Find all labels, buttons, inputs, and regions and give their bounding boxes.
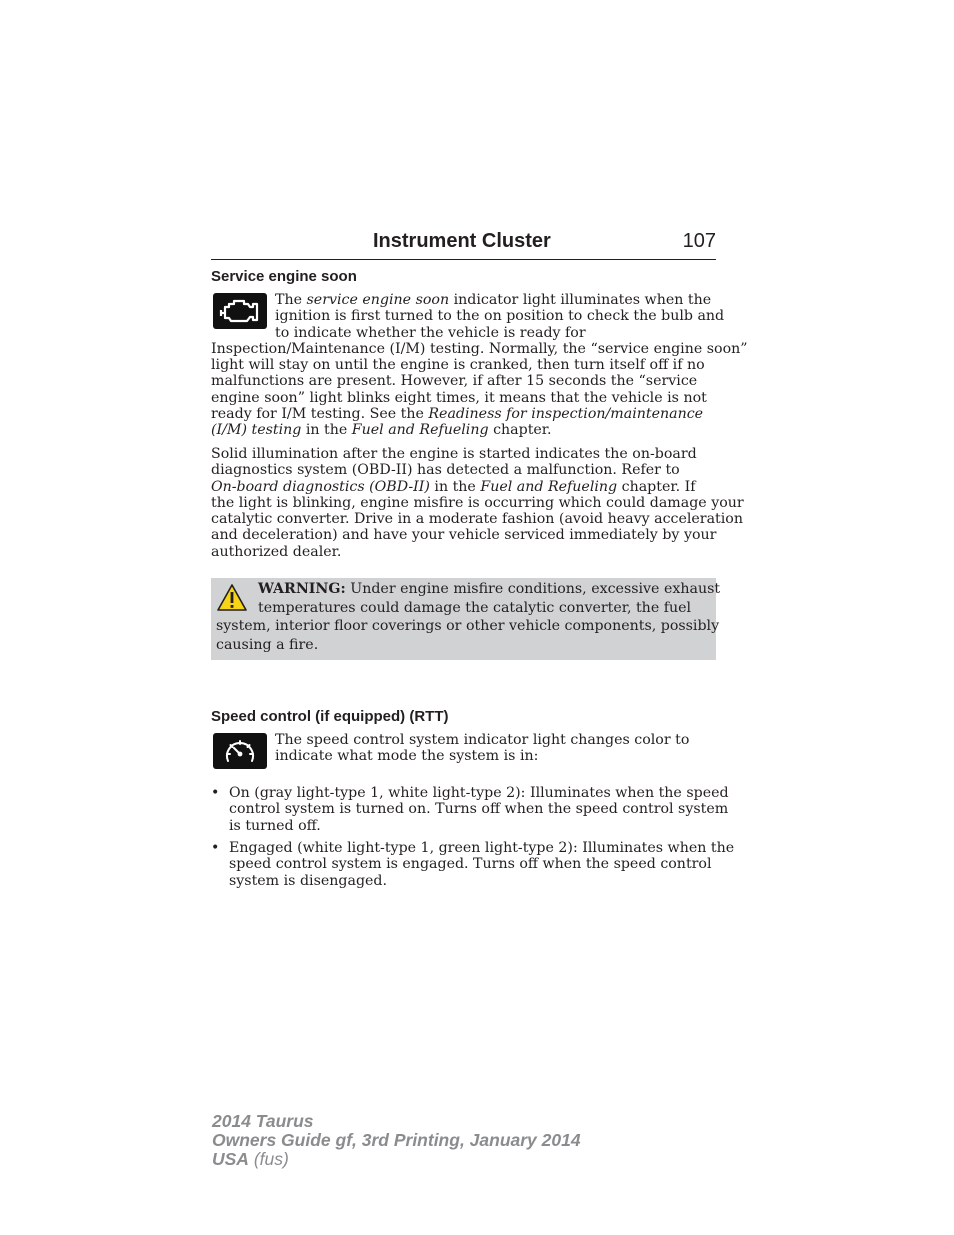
page-header — [211, 228, 716, 260]
footer-market: USA (fus) — [212, 1149, 289, 1169]
service-engine-soon-heading: Service engine soon — [211, 268, 357, 285]
speed-control-heading: Speed control (if equipped) (RTT) — [211, 708, 449, 725]
page-footer — [212, 1112, 581, 1169]
service-engine-paragraph-1: The service engine soon indicator light illuminates when the ignition is first turned to the on position to check the bulb and to indicate whether the vehicle is ready for Inspection/Maintenance (I/M) testing. Normally, the “service engine soon” light will stay on until the engine is cranked, then turn itself off if no malfunctions are present. However, if after 15 seconds the “service engine soon” light blinks eight times, it means that the vehicle is not ready for I/M testing. See the Readiness for inspection/maintenance (I/M) testing in the Fuel and Refueling chapter. — [211, 292, 748, 439]
page-title: Instrument Cluster — [373, 230, 551, 252]
service-engine-paragraph-2: Solid illumination after the engine is started indicates the on-board diagnostics system (OBD-II) has detected a malfunction. Refer to On-board diagnostics (OBD-II) in the Fuel and Refueling chapter. If the light is blinking, engine misfire is occurring which could damage your catalytic converter. Drive in a moderate fashion (avoid heavy acceleration and deceleration) and have your vehicle serviced immediately by your authorized dealer. — [211, 446, 744, 560]
warning-box — [211, 578, 721, 660]
bullet-icon: • — [211, 840, 220, 856]
bullet-icon: • — [211, 785, 220, 801]
page-number: 107 — [682, 230, 716, 252]
speed-control-intro: The speed control system indicator light changes color to indicate what mode the system is in: — [275, 732, 690, 765]
footer-model: 2014 Taurus — [212, 1111, 314, 1131]
footer-edition: Owners Guide gf, 3rd Printing, January 2014 — [212, 1130, 581, 1150]
warning-text: WARNING: Under engine misfire conditions, excessive exhaust temperatures could damage the catalytic converter, the fuel system, interior floor coverings or other vehicle components, possibly causing a fire. — [216, 581, 721, 653]
